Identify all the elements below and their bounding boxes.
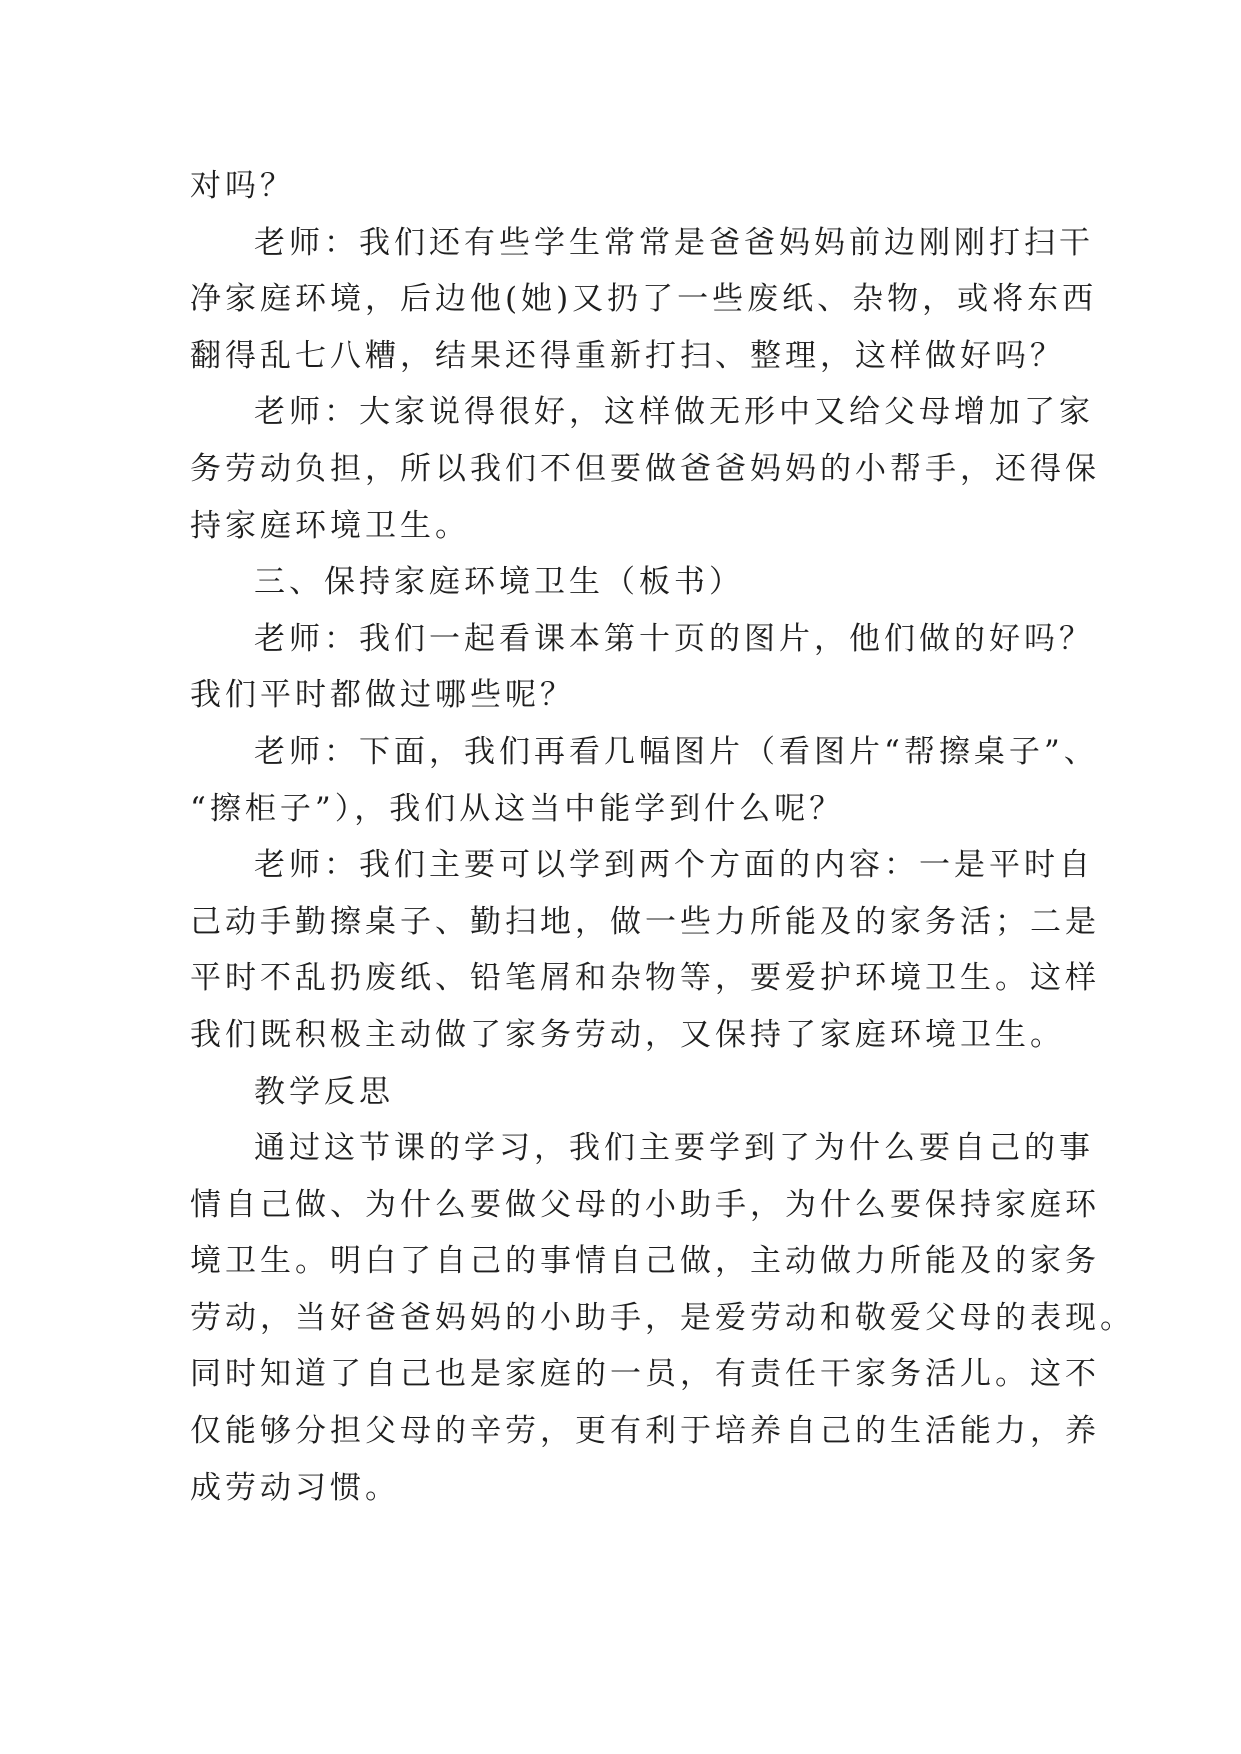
text-line: 同时知道了自己也是家庭的一员，有责任干家务活儿。这不 xyxy=(190,1356,1100,1393)
paragraph-first-line: 老师：我们还有些学生常常是爸爸妈妈前边刚刚打扫干 xyxy=(254,224,1094,261)
text-line: 仅能够分担父母的辛劳，更有利于培养自己的生活能力，养 xyxy=(190,1413,1100,1450)
text-line: 情自己做、为什么要做父母的小助手，为什么要保持家庭环 xyxy=(190,1186,1100,1223)
text-line: 境卫生。明白了自己的事情自己做，主动做力所能及的家务 xyxy=(190,1243,1100,1280)
text-line: 我们平时都做过哪些呢？ xyxy=(190,677,575,714)
text-line: 对吗？ xyxy=(190,168,295,204)
section-heading: 教学反思 xyxy=(254,1073,394,1110)
text-line: 净家庭环境，后边他(她)又扔了一些废纸、杂物，或将东西 xyxy=(190,281,1098,318)
text-line: 成劳动习惯。 xyxy=(190,1469,400,1506)
paragraph-first-line: 老师：我们主要可以学到两个方面的内容：一是平时自 xyxy=(254,847,1094,884)
text-line: 翻得乱七八糟，结果还得重新打扫、整理，这样做好吗？ xyxy=(190,337,1065,374)
paragraph-first-line: 老师：下面，我们再看几幅图片（看图片“帮擦桌子”、 xyxy=(254,733,1099,770)
text-line: “擦柜子”），我们从这当中能学到什么呢？ xyxy=(190,790,845,827)
paragraph-first-line: 通过这节课的学习，我们主要学到了为什么要自己的事 xyxy=(254,1130,1094,1167)
text-line: 平时不乱扔废纸、铅笔屑和杂物等，要爱护环境卫生。这样 xyxy=(190,960,1100,997)
text-line: 我们既积极主动做了家务劳动，又保持了家庭环境卫生。 xyxy=(190,1016,1065,1053)
section-heading: 三、保持家庭环境卫生（板书） xyxy=(254,564,744,601)
text-line: 务劳动负担，所以我们不但要做爸爸妈妈的小帮手，还得保 xyxy=(190,450,1100,487)
paragraph-first-line: 老师：我们一起看课本第十页的图片，他们做的好吗？ xyxy=(254,620,1094,657)
paragraph-first-line: 老师：大家说得很好，这样做无形中又给父母增加了家 xyxy=(254,394,1094,431)
document-body xyxy=(190,158,1135,1516)
text-line: 己动手勤擦桌子、勤扫地，做一些力所能及的家务活；二是 xyxy=(190,903,1100,940)
text-line: 劳动，当好爸爸妈妈的小助手，是爱劳动和敬爱父母的表现。 xyxy=(190,1299,1135,1336)
text-line: 持家庭环境卫生。 xyxy=(190,507,470,544)
